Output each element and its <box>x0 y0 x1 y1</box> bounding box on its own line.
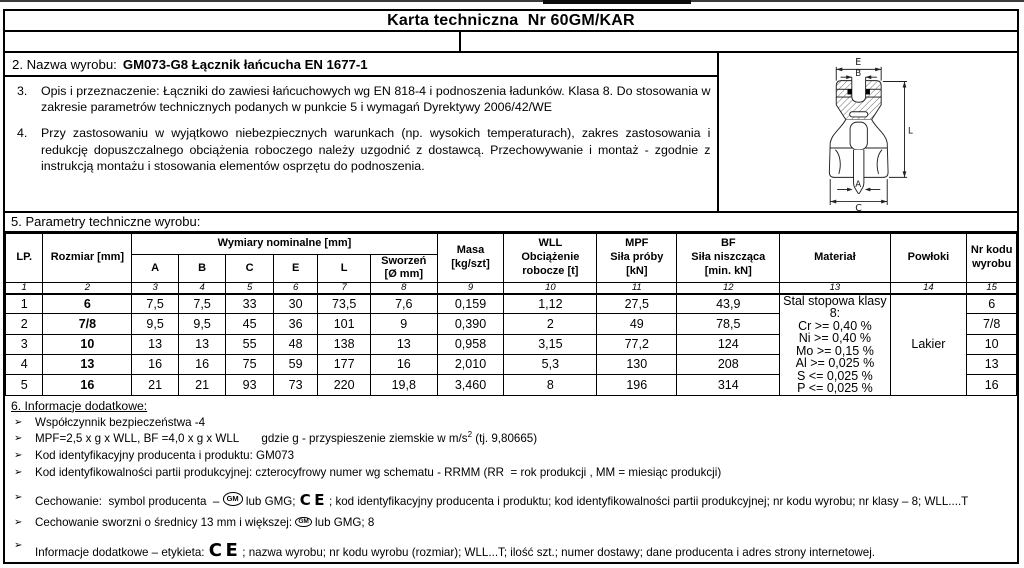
description-block <box>5 77 717 211</box>
list-item-text: Współczynnik bezpieczeństwa -4 <box>35 415 206 429</box>
header-line: Siła niszcząca <box>691 251 766 264</box>
col-num: 6 <box>273 283 317 294</box>
header-line: WLL <box>538 237 563 250</box>
cell-rozmiar: 10 <box>43 334 132 354</box>
cell-b: 21 <box>178 375 226 395</box>
cell-rozmiar: 16 <box>43 375 132 395</box>
material-line: Stal stopowa klasy 8: <box>783 293 887 321</box>
list-item-text <box>35 491 1011 510</box>
cell-powloki: Lakier <box>890 294 967 396</box>
material-line: Cr >= 0,40 % <box>798 318 872 333</box>
header-line: [kg/szt] <box>451 257 490 270</box>
gm-manufacturer-mark: GM <box>295 517 311 527</box>
cell-b: 13 <box>178 334 226 354</box>
cell-wll: 2 <box>504 314 597 334</box>
material-line: Al >= 0,025 % <box>795 356 875 371</box>
pin-clip <box>866 89 870 94</box>
top-pin <box>852 77 866 102</box>
cell-wll: 5,3 <box>504 355 597 375</box>
cell-masa: 0,958 <box>437 334 504 354</box>
col-header-material: Materiał <box>780 233 890 283</box>
cell-mpf: 49 <box>597 314 677 334</box>
additional-info-section <box>5 396 1017 562</box>
scan-artifact <box>0 0 545 2</box>
cell-c: 33 <box>226 294 274 314</box>
col-header-mpf <box>597 233 677 283</box>
cell-lp: 3 <box>6 334 43 354</box>
col-header-a: A <box>132 254 179 283</box>
cell-nrkodu: 7/8 <box>967 314 1017 334</box>
material-line: Ni >= 0,40 % <box>798 331 872 346</box>
cell-a: 9,5 <box>132 314 179 334</box>
arrow-bullet-icon: ➢ <box>14 416 23 428</box>
dim-label-B: B <box>855 69 862 80</box>
list-item-text <box>35 539 1011 562</box>
col-header-wll <box>504 233 597 283</box>
cell-c: 75 <box>226 355 274 375</box>
cell-nrkodu: 10 <box>967 334 1017 354</box>
cell-lp: 2 <box>6 314 43 334</box>
subheader-cell-left <box>5 32 461 51</box>
header-line: BF <box>720 237 736 250</box>
cell-a: 21 <box>132 375 179 395</box>
header-line: Sworzeń <box>381 254 427 267</box>
cell-l: 101 <box>318 314 371 334</box>
cell-c: 45 <box>226 314 274 334</box>
cell-a: 16 <box>132 355 179 375</box>
col-header-b: B <box>178 254 226 283</box>
cell-c: 55 <box>226 334 274 354</box>
list-item <box>9 491 1011 510</box>
scan-artifact <box>691 0 1024 2</box>
cell-sworzen: 13 <box>370 334 437 354</box>
list-item <box>9 432 1011 447</box>
cell-nrkodu: 6 <box>967 294 1017 314</box>
label-text: ; nazwa wyrobu; nr kodu wyrobu (rozmiar); WLL...T; ilość szt.; numer dostawy; dane producenta i adres strony internetowej. <box>242 545 876 559</box>
arrow-bullet-icon: ➢ <box>14 450 23 462</box>
cell-nrkodu: 13 <box>967 355 1017 375</box>
cell-bf: 78,5 <box>677 314 780 334</box>
cell-sworzen: 16 <box>370 355 437 375</box>
header-line: robocze [t] <box>522 264 579 277</box>
list-item-text: Kod identyfikacyjny producenta i produktu: GM073 <box>35 449 295 463</box>
col-num: 4 <box>178 283 226 294</box>
cell-wll: 8 <box>504 375 597 395</box>
superscript: 2 <box>467 430 473 440</box>
cell-a: 13 <box>132 334 179 354</box>
col-num: 9 <box>437 283 504 294</box>
cell-bf: 314 <box>677 375 780 395</box>
col-num: 11 <box>597 283 677 294</box>
list-item-text <box>35 516 1011 531</box>
cell-l: 73,5 <box>318 294 371 314</box>
cell-rozmiar: 6 <box>43 294 132 314</box>
ce-mark: CE <box>208 539 242 561</box>
cell-masa: 3,460 <box>437 375 504 395</box>
cell-lp: 5 <box>6 375 43 395</box>
cell-nrkodu: 16 <box>967 375 1017 395</box>
body-window <box>851 122 868 150</box>
document-title: Karta techniczna Nr 60GM/KAR <box>5 11 1017 32</box>
marking-text: Cechowanie sworzni o średnicy 13 mm i większej: <box>35 516 293 530</box>
col-num: 2 <box>43 283 132 294</box>
paragraph-3 <box>10 83 710 115</box>
technical-drawing-cell <box>717 53 1017 211</box>
header-line: Nr kodu <box>970 244 1013 257</box>
marking-text: lub GMG; 8 <box>315 516 375 530</box>
cell-a: 7,5 <box>132 294 179 314</box>
scan-artifact <box>543 0 691 4</box>
col-header-c: C <box>226 254 274 283</box>
col-num: 13 <box>780 283 890 294</box>
cell-sworzen: 7,6 <box>370 294 437 314</box>
subheader-row <box>5 32 1017 53</box>
cell-mpf: 196 <box>597 375 677 395</box>
dim-label-A: A <box>855 180 862 191</box>
cell-bf: 208 <box>677 355 780 375</box>
cell-e: 30 <box>273 294 317 314</box>
paragraph-text: Opis i przeznaczenie: Łączniki do zawiesi łańcuchowych wg EN 818-4 i podnoszenia ładunków. Klasa 8. Do stosowania w zakresie parametrów technicznych podanych w punkcie 5 i wymagań Dyrektywy 2006/42/WE <box>41 84 711 115</box>
col-header-l: L <box>318 254 371 283</box>
material-line: P <= 0,025 % <box>797 381 873 396</box>
cell-mpf: 130 <box>597 355 677 375</box>
product-label: 2. Nazwa wyrobu: <box>12 56 117 72</box>
material-line: S <= 0,025 % <box>797 368 873 383</box>
cell-b: 9,5 <box>178 314 226 334</box>
material-line: Mo >= 0,15 % <box>796 343 874 358</box>
cell-material <box>780 294 890 396</box>
paragraph-text: Przy zastosowaniu w wyjątkowo niebezpiecznych warunkach (np. wysokich temperaturach), zakres zastosowania i redukcję dopuszczalnego obciążenia roboczego należy uzgodnić z dostawcą. Przechowywanie i montaż - zgodnie z instrukcją montażu i stosowania elementów osprzętu do podnoszenia. <box>41 126 711 173</box>
marking-text: lub GMG; <box>245 494 296 508</box>
cell-e: 59 <box>273 355 317 375</box>
header-line: [Ø mm] <box>384 268 424 281</box>
paragraph-number: 4. <box>17 126 28 141</box>
additional-heading: 6. Informacje dodatkowe: <box>11 398 148 413</box>
header-line: wyrobu <box>972 257 1012 270</box>
parameters-heading: 5. Parametry techniczne wyrobu: <box>5 213 1017 232</box>
list-item <box>9 539 1011 562</box>
cell-masa: 0,390 <box>437 314 504 334</box>
pin-clip <box>848 89 852 94</box>
body-slot <box>850 112 868 117</box>
cell-rozmiar: 13 <box>43 355 132 375</box>
cell-l: 177 <box>318 355 371 375</box>
list-item <box>9 516 1011 531</box>
table-row <box>6 294 1017 314</box>
col-header-e: E <box>273 254 317 283</box>
col-num: 15 <box>967 283 1017 294</box>
col-num: 7 <box>318 283 371 294</box>
cell-b: 7,5 <box>178 294 226 314</box>
product-name: GM073-G8 Łącznik łańcucha EN 1677-1 <box>122 56 368 72</box>
arrow-bullet-icon: ➢ <box>14 491 23 503</box>
formula-text: MPF=2,5 x g x WLL, BF =4,0 x g x WLL gdzie g - przyspieszenie ziemskie w m/s <box>35 432 468 446</box>
col-num: 10 <box>504 283 597 294</box>
arrow-bullet-icon: ➢ <box>14 539 23 551</box>
cell-mpf: 77,2 <box>597 334 677 354</box>
parameters-table <box>5 233 1017 396</box>
main-section <box>5 53 1017 213</box>
col-num: 12 <box>677 283 780 294</box>
cell-mpf: 27,5 <box>597 294 677 314</box>
paragraph-number: 3. <box>17 84 28 99</box>
cell-e: 73 <box>273 375 317 395</box>
col-header-powloki: Powłoki <box>890 233 967 283</box>
cell-c: 93 <box>226 375 274 395</box>
col-header-sworzen <box>370 254 437 283</box>
cell-wll: 3,15 <box>504 334 597 354</box>
cell-masa: 2,010 <box>437 355 504 375</box>
col-num: 5 <box>226 283 274 294</box>
column-number-row <box>6 283 1017 294</box>
connector-drawing <box>719 53 1017 211</box>
paragraph-4 <box>10 125 710 173</box>
list-item <box>9 466 1011 481</box>
col-num: 14 <box>890 283 967 294</box>
cell-bf: 43,9 <box>677 294 780 314</box>
list-item-text <box>35 432 1011 447</box>
ce-mark: CE <box>299 490 328 509</box>
cell-l: 138 <box>318 334 371 354</box>
gm-manufacturer-mark: GM <box>223 492 243 506</box>
product-name-row <box>5 53 717 77</box>
cell-b: 16 <box>178 355 226 375</box>
header-line: MPF <box>625 237 649 250</box>
formula-note: (tj. 9,80665) <box>472 432 538 446</box>
cell-wll: 1,12 <box>504 294 597 314</box>
header-line: [min. kN] <box>704 264 752 277</box>
dim-label-L: L <box>908 126 914 137</box>
col-header-rozmiar: Rozmiar [mm] <box>43 233 132 283</box>
cell-masa: 0,159 <box>437 294 504 314</box>
cell-lp: 4 <box>6 355 43 375</box>
header-line: Obciążenie <box>521 251 580 264</box>
cell-e: 48 <box>273 334 317 354</box>
col-header-masa <box>437 233 504 283</box>
text-column <box>5 53 717 211</box>
header-line: [kN] <box>626 264 648 277</box>
cell-sworzen: 9 <box>370 314 437 334</box>
col-num: 1 <box>6 283 43 294</box>
list-item <box>9 416 1011 431</box>
list-item-text: Kod identyfikowalności partii produkcyjnej: czterocyfrowy numer wg schematu - RRMM (RR = rok produkcji , MM = miesiąc produkcji) <box>35 466 722 480</box>
cell-rozmiar: 7/8 <box>43 314 132 334</box>
col-header-wymiary: Wymiary nominalne [mm] <box>132 233 437 254</box>
arrow-bullet-icon: ➢ <box>14 433 23 445</box>
dim-label-C: C <box>855 203 863 212</box>
cell-lp: 1 <box>6 294 43 314</box>
col-num: 3 <box>132 283 179 294</box>
col-header-bf <box>677 233 780 283</box>
col-header-nrkodu <box>967 233 1017 283</box>
arrow-bullet-icon: ➢ <box>14 467 23 479</box>
label-text: Informacje dodatkowe – etykieta: <box>35 545 205 559</box>
col-num: 8 <box>370 283 437 294</box>
dim-label-E: E <box>855 57 862 69</box>
document-frame <box>3 9 1019 564</box>
header-line: Masa <box>456 244 485 257</box>
col-header-lp: LP. <box>6 233 43 283</box>
cell-l: 220 <box>318 375 371 395</box>
marking-text: Cechowanie: symbol producenta – <box>35 494 220 508</box>
cell-sworzen: 19,8 <box>370 375 437 395</box>
cell-e: 36 <box>273 314 317 334</box>
subheader-cell-right <box>461 32 1017 51</box>
marking-text: ; kod identyfikacyjny producenta i produktu; kod identyfikowalności partii produkcyjnej; nr kodu wyrobu; nr klasy – 8; WLL....T <box>329 494 969 508</box>
arrow-bullet-icon: ➢ <box>14 517 23 529</box>
header-line: Siła próby <box>610 251 664 264</box>
list-item <box>9 449 1011 464</box>
cell-bf: 124 <box>677 334 780 354</box>
